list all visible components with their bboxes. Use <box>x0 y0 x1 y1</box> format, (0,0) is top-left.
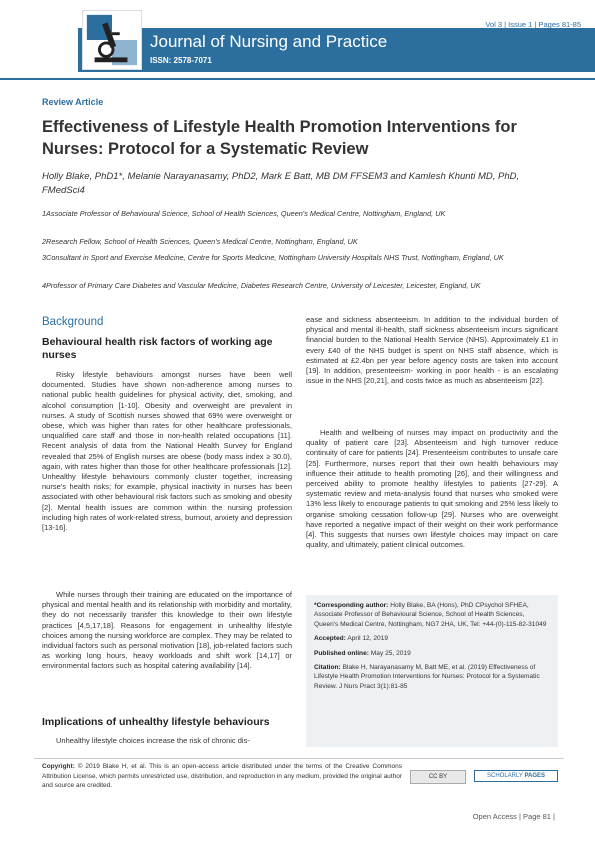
affiliation-2: 2Research Fellow, School of Health Sciences, Queen's Medical Centre, Nottingham, England, UK <box>42 237 358 246</box>
volume-info: Vol 3 | Issue 1 | Pages 81-85 <box>485 20 581 29</box>
subheading-implications: Implications of unhealthy lifestyle behaviours <box>42 716 270 728</box>
page-footer: Open Access | Page 81 | <box>472 812 555 821</box>
paragraph-5: Health and wellbeing of nurses may impact on productivity and the quality of patient care [23]. Absenteeism and high turnover reduce continuity of care for patients [24]. Presenteeism contributes to unsafe care [25]. Furthermore, nurses report that their own health behaviours may influence their attitude to health promoting [26], and their willingness and perceived ability to promote healthy lifestyles to patients [27-29]. A systematic review and meta-analysis found that nurses who smoked were 13% less likely to encourage patients to quit smoking and 25% less likely to organise smoking cessation follow-up [29]. Nurses who are overweight have reported a negative impact of their weight on their work performance [4]. This suggests that nurses own lifestyle choices may impact on care quality, and ultimately, patient clinical outcomes. <box>306 428 558 550</box>
paragraph-3: Unhealthy lifestyle choices increase the risk of chronic dis- <box>56 736 250 745</box>
published-date: May 25, 2019 <box>370 649 411 657</box>
citation-text: Blake H, Narayanasamy M, Batt ME, et al. (2019) Effectiveness of Lifestyle Health Promotion Interventions for Nurses: Protocol for a Systematic Review. J Nurs Pract 3(1):81-85 <box>314 664 540 690</box>
paragraph-4: ease and sickness absenteeism. In addition to the individual burden of physical and mental ill-health, staff sickness absenteeism incurs significant financial burden to the National Health Service (NHS). Approximately £1 in every £40 of the NHS budget is spent on NHS staff absence, which is estimated at £2.4bn per year before agency costs are taken into account [19]. In addition, presenteeism- working in poor health - is an escalating issue in the NHS [20,21], and costs twice as much as absenteeism [22]. <box>306 315 558 386</box>
subheading-risk-factors: Behavioural health risk factors of working age nurses <box>42 336 273 361</box>
corresponding-author-label: *Corresponding author: <box>314 602 389 609</box>
correspondence-box <box>306 595 558 747</box>
corresponding-author-text: Holly Blake, BA (Hons), PhD CPsychol SFHEA, Associate Professor of Behavioural Science, School of Health Sciences, Queen's Medical Centre, Nottingham, NG7 2HA, UK, Tel: +44-(0)-115-82-31049 <box>314 602 547 628</box>
footer-divider <box>34 758 564 759</box>
article-type: Review Article <box>42 97 104 107</box>
article-title: Effectiveness of Lifestyle Health Promotion Interventions for Nurses: Protocol for a Systematic Review <box>42 118 517 158</box>
section-heading: Background <box>42 316 104 328</box>
copyright-label: Copyright: <box>42 763 75 770</box>
affiliation-1: 1Associate Professor of Behavioural Science, School of Health Sciences, Queen's Medical Centre, Nottingham, England, UK <box>42 209 446 218</box>
cc-license-badge[interactable]: CC BY <box>410 770 466 784</box>
scholarly-text: SCHOLARLY <box>486 773 523 779</box>
journal-logo <box>82 10 142 70</box>
accepted-date: April 12, 2019 <box>347 635 389 643</box>
published-label: Published online: <box>314 649 369 657</box>
header-divider <box>0 78 595 80</box>
issn: ISSN: 2578-7071 <box>150 56 212 65</box>
citation-label: Citation: <box>314 664 341 672</box>
paragraph-2: While nurses through their training are educated on the importance of physical and mental health and its relationship with morbidity and mortality, they do not necessarily transfer this knowledge to their own lifestyle practices [4,5,17,18]. Reasons for engagement in unhealthy lifestyle choices among the nursing workforce are complex. They may be related to individual factors such as personal motivation [18], job-related factors such as working long hours, heavy workloads and shift work [14,17] or environmental factors such as hospital catering availability [14]. <box>42 590 292 671</box>
accepted-label: Accepted: <box>314 635 346 643</box>
scholarly-pages-logo <box>474 770 558 782</box>
journal-title: Journal of Nursing and Practice <box>150 32 388 51</box>
journal-header <box>0 0 595 78</box>
affiliation-3: 3Consultant in Sport and Exercise Medicine, Centre for Sports Medicine, Nottingham University Hospitals NHS Trust, Nottingham, England, UK <box>42 253 504 262</box>
copyright-text: © 2019 Blake H, et al. This is an open-access article distributed under the terms of the Creative Commons Attribution License, which permits unrestricted use, distribution, and reproduction in any medium, provided the original author and source are credited. <box>42 763 402 789</box>
copyright-notice <box>42 762 402 791</box>
paragraph-1: Risky lifestyle behaviours amongst nurses have been well documented. Studies have shown non-adherence among nurses to national public health guidelines for physical activity, diet, smoking, and alcohol consumption [1-10]. Obesity and overweight are prevalent in nurses. A study of Scottish nurses showed that 69% were overweight or obese, which was higher than rates for other healthcare professionals, unqualified care staff and those in non-health related occupations [11]. Recent analysis of data from the National Health Survey for England revealed that 25% of English nurses are obese (body mass index ≥ 30.0), again, with rates higher than those for other healthcare professionals [12]. Unhealthy lifestyle behaviours commonly cluster together, increasing nurse's health risks; for example, physical inactivity in nurses has been associated with other behavioural risk factors such as smoking and obesity [2]. Mental health issues are common within the nursing profession including high rates of work-related stress, burnout, anxiety and depression [13-16]. <box>42 370 292 533</box>
pages-text: PAGES <box>524 773 546 779</box>
microscope-icon <box>83 11 141 69</box>
affiliation-4: 4Professor of Primary Care Diabetes and Vascular Medicine, Diabetes Research Centre, University of Leicester, Leicester, England, UK <box>42 281 481 290</box>
author-list: Holly Blake, PhD1*, Melanie Narayanasamy, PhD2, Mark E Batt, MB DM FFSEM3 and Kamlesh Khunti MD, PhD, FMedSci4 <box>42 171 520 196</box>
